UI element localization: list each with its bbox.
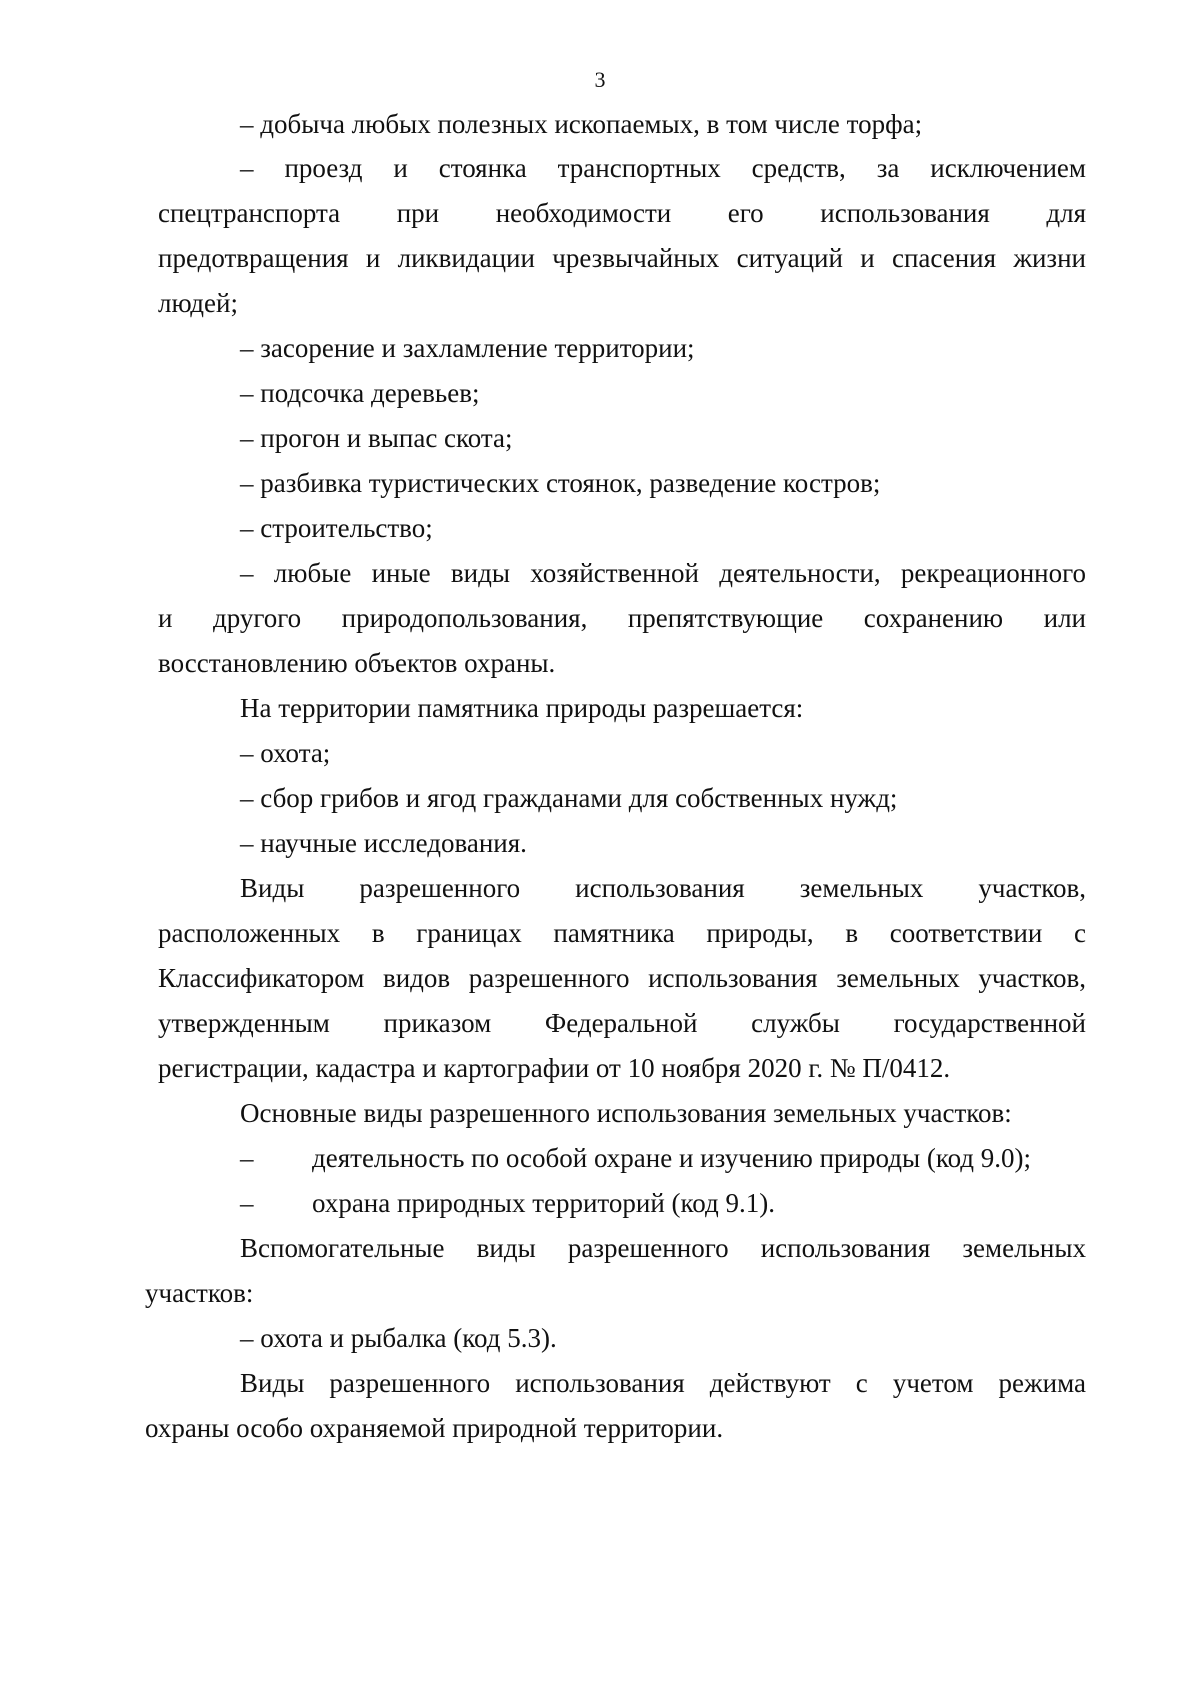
page-number: 3 (594, 67, 606, 92)
main-use-item-territories (240, 1186, 1086, 1220)
closing-paragraph-line1: Виды разрешенного использования действуют с учетом режима (240, 1368, 1086, 1398)
land-use-paragraph-line5: регистрации, кадастра и картографии от 10 ноября 2020 г. № П/0412. (158, 1053, 951, 1083)
main-use-item-text: охрана природных территорий (код 9.1). (312, 1188, 775, 1218)
list-item-grazing: – прогон и выпас скота; (240, 423, 513, 453)
land-use-paragraph-line2: расположенных в границах памятника природы, в соответствии с (158, 918, 1086, 948)
permitted-item-research: – научные исследования. (240, 828, 527, 858)
list-item-camping: – разбивка туристических стоянок, разведение костров; (240, 468, 881, 498)
main-use-item-protection (240, 1141, 1086, 1175)
list-item-vehicles-line3: предотвращения и ликвидации чрезвычайных ситуаций и спасения жизни (158, 243, 1086, 273)
auxiliary-use-item-hunting-fishing: – охота и рыбалка (код 5.3). (240, 1323, 557, 1353)
dash-marker: – (240, 1188, 254, 1218)
list-item-vehicles-line4: людей; (158, 288, 238, 318)
land-use-paragraph-line3: Классификатором видов разрешенного использования земельных участков, (158, 963, 1086, 993)
dash-marker: – (240, 1143, 254, 1173)
land-use-paragraph-line1: Виды разрешенного использования земельных участков, (240, 873, 1086, 903)
land-use-paragraph-line4: утвержденным приказом Федеральной службы государственной (158, 1008, 1086, 1038)
closing-paragraph-line2: охраны особо охраняемой природной территории. (145, 1413, 724, 1443)
list-item-other-line3: восстановлению объектов охраны. (158, 648, 556, 678)
main-uses-heading: Основные виды разрешенного использования земельных участков: (240, 1098, 1012, 1128)
list-item-vehicles-line2: спецтранспорта при необходимости его использования для (158, 198, 1086, 228)
auxiliary-uses-heading-line1: Вспомогательные виды разрешенного использования земельных (240, 1233, 1086, 1263)
list-item-other-line2: и другого природопользования, препятствующие сохранению или (158, 603, 1086, 633)
permitted-item-gathering: – сбор грибов и ягод гражданами для собственных нужд; (240, 783, 898, 813)
main-use-item-text: деятельность по особой охране и изучению природы (код 9.0); (312, 1143, 1032, 1173)
list-item-mining: – добыча любых полезных ископаемых, в том числе торфа; (240, 109, 923, 139)
list-item-tapping: – подсочка деревьев; (240, 378, 480, 408)
list-item-construction: – строительство; (240, 513, 433, 543)
list-item-other-line1: – любые иные виды хозяйственной деятельности, рекреационного (240, 558, 1086, 588)
permitted-heading: На территории памятника природы разрешается: (240, 693, 804, 723)
list-item-littering: – засорение и захламление территории; (240, 333, 695, 363)
list-item-vehicles-line1: – проезд и стоянка транспортных средств, за исключением (240, 153, 1086, 183)
permitted-item-hunting: – охота; (240, 738, 331, 768)
auxiliary-uses-heading-line2: участков: (145, 1278, 254, 1308)
